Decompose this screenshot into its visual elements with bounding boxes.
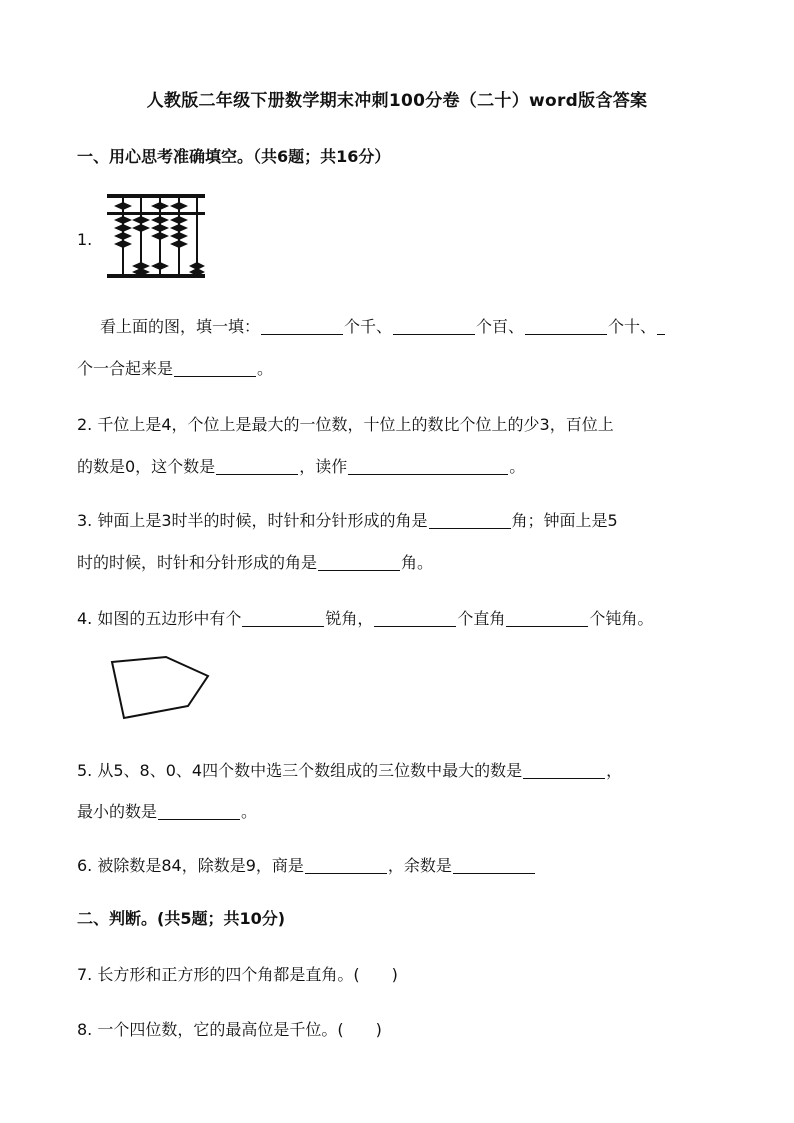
answer-blank-ones[interactable] xyxy=(657,318,665,335)
question-1-number: 1. xyxy=(77,230,93,249)
answer-blank-number[interactable] xyxy=(216,458,298,475)
question-5-line-1: 5. 从5、8、0、4四个数中选三个数组成的三位数中最大的数是 ， xyxy=(77,761,623,780)
answer-blank-reading[interactable] xyxy=(348,458,508,475)
question-2-line-1: 2. 千位上是4，个位上是最大的一位数，十位上的数比个位上的少3，百位上 xyxy=(77,415,614,434)
question-3-line-1: 3. 钟面上是3时半的时候，时针和分针形成的角是 角；钟面上是5 xyxy=(77,511,618,530)
question-3-line-2: 时的时候，时针和分针形成的角是 角。 xyxy=(77,553,434,572)
question-6-line: 6. 被除数是84，除数是9，商是 ，余数是 xyxy=(77,853,536,876)
question-1-line-2: 个一合起来是 。 xyxy=(77,359,274,378)
answer-blank-angle-330[interactable] xyxy=(429,512,511,529)
answer-blank-acute[interactable] xyxy=(242,610,324,627)
answer-blank-total[interactable] xyxy=(174,360,256,377)
question-1-line-1: 看上面的图，填一填： 个千、 个百、 个十、 xyxy=(100,314,666,337)
answer-blank-thousands[interactable] xyxy=(261,318,343,335)
answer-blank-tens[interactable] xyxy=(525,318,607,335)
answer-blank-hundreds[interactable] xyxy=(393,318,475,335)
question-5-line-2: 最小的数是 。 xyxy=(77,802,258,821)
section-heading-fill-blanks: 一、用心思考准确填空。（共6题；共16分） xyxy=(77,147,391,166)
pentagon-figure xyxy=(108,652,214,724)
answer-blank-remainder[interactable] xyxy=(453,857,535,874)
question-2-line-2: 的数是0，这个数是 ，读作 。 xyxy=(77,457,526,476)
section-heading-true-false: 二、判断。(共5题；共10分) xyxy=(77,909,286,928)
answer-blank-max-number[interactable] xyxy=(523,762,605,779)
answer-blank-obtuse[interactable] xyxy=(506,610,588,627)
answer-blank-quotient[interactable] xyxy=(305,857,387,874)
page-title: 人教版二年级下册数学期末冲刺100分卷（二十）word版含答案 xyxy=(146,91,648,111)
question-8-line: 8. 一个四位数，它的最高位是千位。( ) xyxy=(77,1020,382,1039)
question-7-line: 7. 长方形和正方形的四个角都是直角。( ) xyxy=(77,965,398,984)
abacus-figure xyxy=(105,192,207,282)
answer-blank-right[interactable] xyxy=(374,610,456,627)
answer-blank-min-number[interactable] xyxy=(158,803,240,820)
question-4-line: 4. 如图的五边形中有个 锐角， 个直角 个钝角。 xyxy=(77,609,654,628)
answer-blank-angle-500[interactable] xyxy=(318,554,400,571)
